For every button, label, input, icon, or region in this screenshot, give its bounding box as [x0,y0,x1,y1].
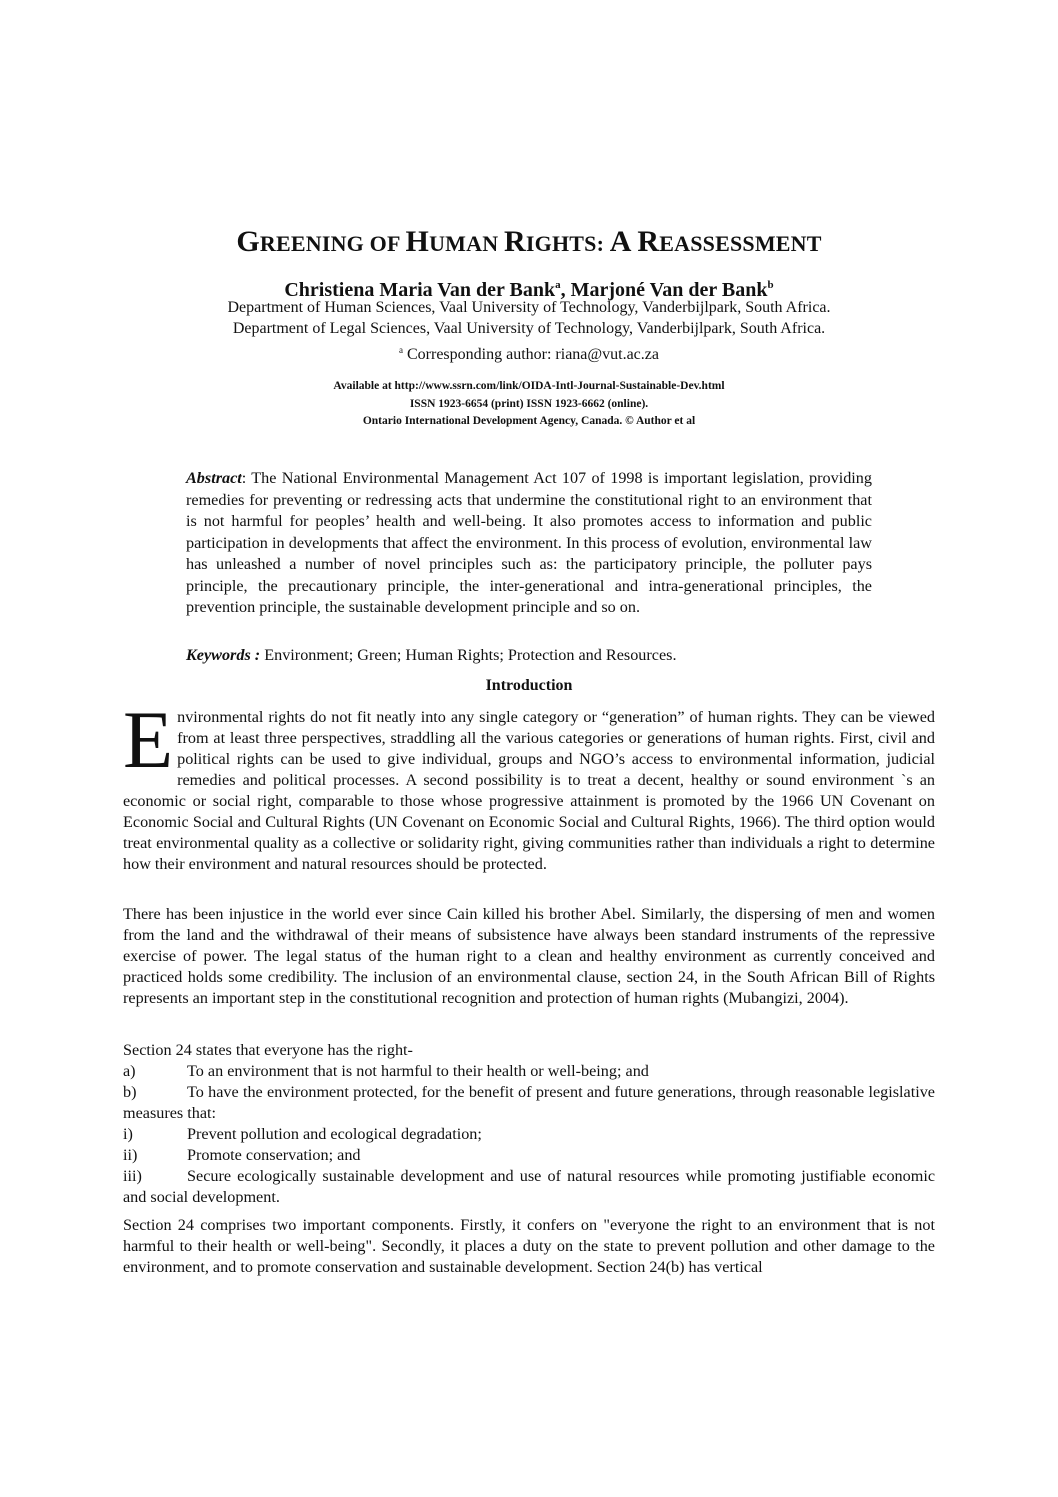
author-separator: , [560,279,571,301]
list-item [123,1082,935,1124]
list-item [123,1061,935,1082]
list-item-text: Prevent pollution and ecological degradation; [187,1125,482,1143]
abstract [186,468,872,619]
keywords-label: Keywords : [186,646,261,664]
availability-url: Available at http://www.ssrn.com/link/OIDA-Intl-Journal-Sustainable-Dev.html [333,380,725,392]
author-name: Marjoné Van der Bank [570,279,768,301]
list-item [123,1145,935,1166]
list-item [123,1166,935,1208]
abstract-text: The National Environmental Management Act 107 of 1998 is important legislation, providing remedies for preventing or redressing acts that undermine the constitutional right to an environment that is not harmful for peoples’ health and well-being. It also promotes access to information and public participation in developments that affect the environment. In this process of evolution, environmental law has unleashed a number of novel principles such as: the participatory principle, the polluter pays principle, the precautionary principle, the inter-generational and intra-generational principles, the prevention principle, the sustainable development principle and so on. [186,469,872,616]
author-affiliation-marker: a [555,279,561,291]
abstract-label: Abstract [186,469,242,487]
corresponding-author-text: Corresponding author: riana@vut.ac.za [403,346,659,363]
paper-title [0,224,1058,262]
keywords-text: Environment; Green; Human Rights; Protection and Resources. [260,646,677,664]
body-paragraph: There has been injustice in the world ever since Cain killed his brother Abel. Similarly, the dispersing of men and women from the land and the withdrawal of their means of subsistence have always been standard instruments of the repressive exercise of power. The legal status of the human right to a clean and healthy environment as currently conceived and practiced holds some credibility. The inclusion of an environmental clause, section 24, in the South African Bill of Rights represents an important step in the constitutional recognition and protection of human rights (Mubangizi, 2004). [123,905,935,1007]
body-paragraph: Section 24 comprises two important components. Firstly, it confers on "everyone the right to an environment that is not harmful to their health or well-being". Secondly, it places a duty on the state to prevent pollution and other damage to the environment, and to promote conservation and sustainable development. Section 24(b) has vertical [123,1216,935,1276]
list-item-text: To have the environment protected, for the benefit of present and future generations, through reasonable legislative measures that: [123,1083,935,1122]
keywords [186,645,872,666]
list-intro: Section 24 states that everyone has the right- [123,1041,413,1059]
author-name: Christiena Maria Van der Bank [284,279,556,301]
affiliation: Department of Legal Sciences, Vaal University of Technology, Vanderbijlpark, South Africa. [232,320,826,337]
drop-cap: E [123,694,174,785]
list-item-text: Promote conservation; and [187,1146,361,1164]
list-item-label: iii) [123,1167,142,1185]
title-cap: A [609,225,632,258]
list-item-text: Secure ecologically sustainable development and use of natural resources while promoting justifiable economic and social development. [123,1167,935,1206]
publisher-line: Ontario International Development Agency, Canada. © Author et al [362,415,696,427]
list-item-label: a) [123,1062,136,1080]
abstract-sep: : [241,469,252,487]
title-smallcaps: UMAN [429,231,504,256]
title-cap: R [504,225,526,258]
list-item-label: i) [123,1125,133,1143]
list-item-label: ii) [123,1146,138,1164]
issn-line: ISSN 1923-6654 (print) ISSN 1923-6662 (online). [409,398,649,410]
title-smallcaps: EASSESSMENT [659,231,822,256]
author-affiliation-marker: b [767,279,774,291]
corresponding-author [0,340,1058,365]
section24-list [123,1040,935,1208]
title-smallcaps: IGHTS: [525,231,610,256]
intro-text: nvironmental rights do not fit neatly into any single category or “generation” of human rights. They can be viewed from at least three perspectives, straddling all the various categories or generations of human rights. First, civil and political rights can be used to give individual, groups and NGO’s access to environmental information, judicial remedies and political processes. A second possibility is to treat a decent, healthy or sound environment `s an economic or social right, comparable to those whose progressive attainment is promoted by the 1966 UN Covenant on Economic Social and Cultural Rights (UN Covenant on Economic Social and Cultural Rights, 1966). The third option would treat environmental quality as a collective or solidarity right, giving communities rather than individuals a right to determine how their environment and natural resources should be protected. [123,708,935,873]
intro-paragraph [123,694,935,875]
affiliation: Department of Human Sciences, Vaal University of Technology, Vanderbijlpark, South Africa. [227,299,831,316]
title-cap: H [405,225,430,258]
list-item-label: b) [123,1083,137,1101]
corresponding-marker: a [399,345,403,355]
list-item [123,1124,935,1145]
list-item-text: To an environment that is not harmful to their health or well-being; and [187,1062,649,1080]
title-smallcaps: REENING OF [259,231,406,256]
title-cap: G [236,225,260,258]
section-heading-introduction: Introduction [485,677,573,694]
title-cap: R [637,225,660,258]
